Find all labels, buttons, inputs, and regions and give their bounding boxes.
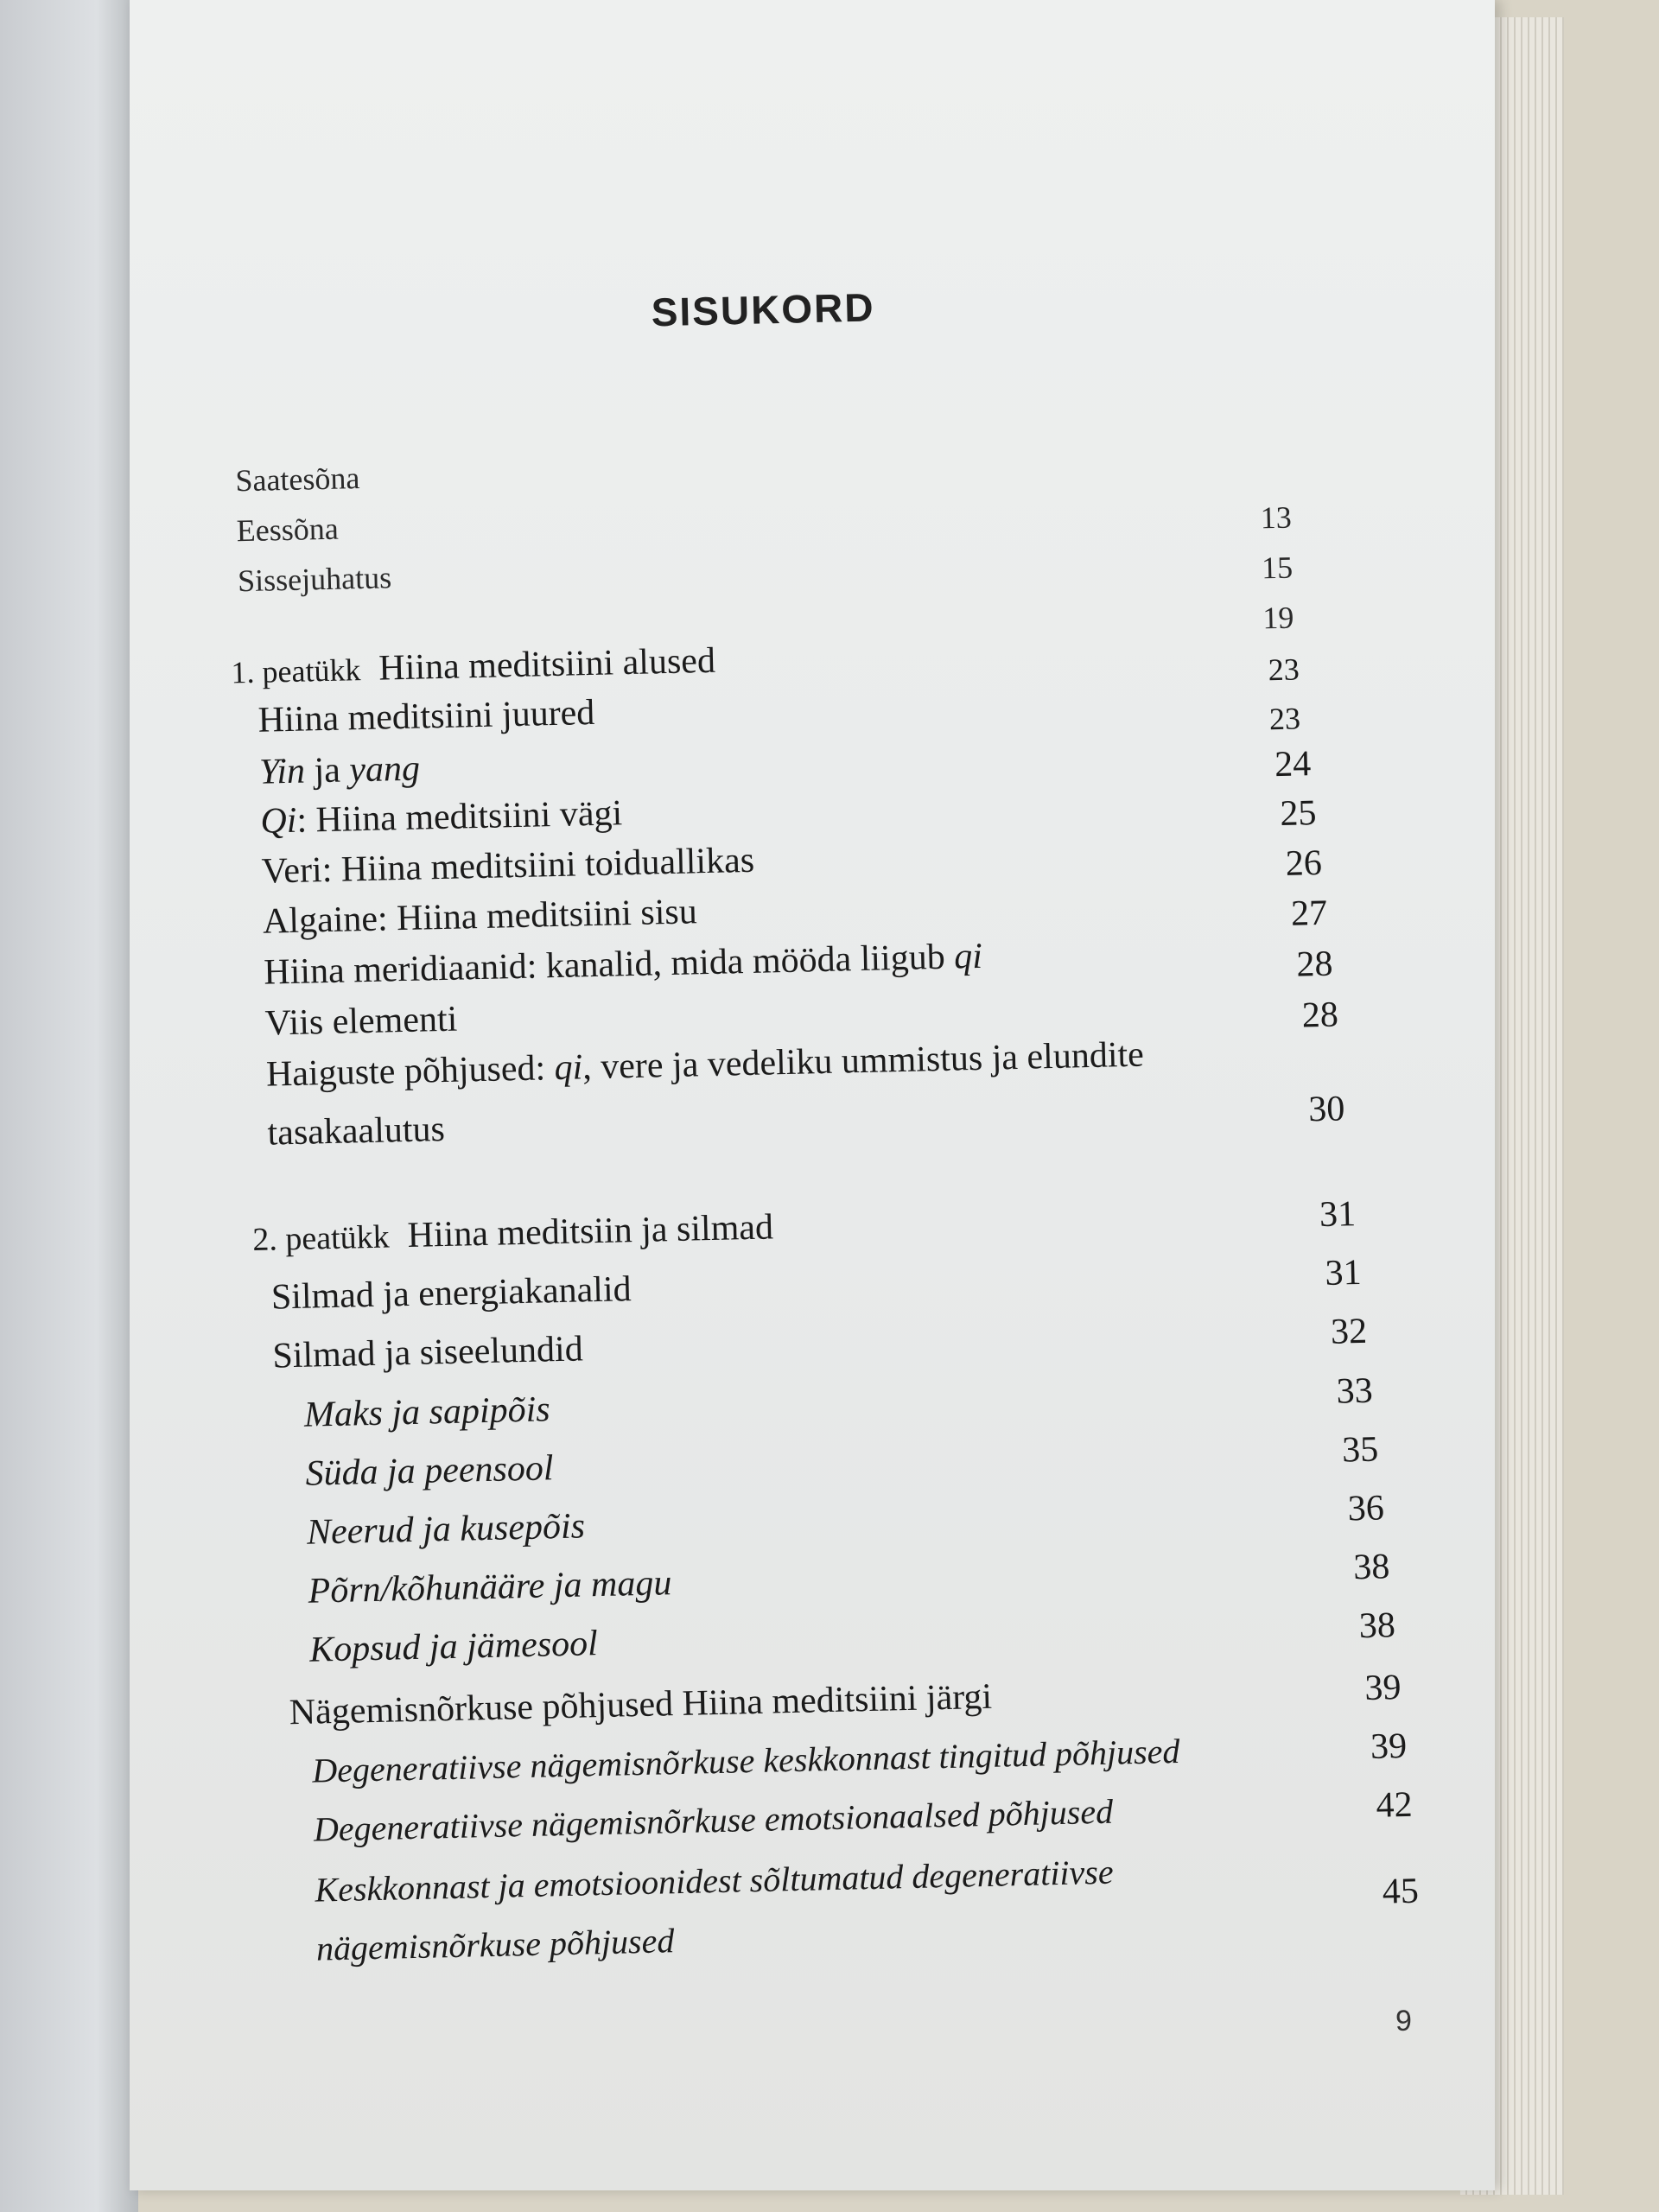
toc-entry-page: 36 xyxy=(1347,1488,1385,1529)
toc-entry-page: 31 xyxy=(1319,1194,1357,1236)
toc-entry-page: 38 xyxy=(1358,1605,1396,1647)
toc-entry-page: 24 xyxy=(1274,744,1312,785)
toc-entry-label-italic: yang xyxy=(348,748,421,791)
toc-entry-label: : Hiina meditsiini vägi xyxy=(296,793,623,841)
chapter-title: Hiina meditsiin ja silmad xyxy=(407,1207,774,1255)
toc-entry-label: Nägemisnõrkuse põhjused Hiina meditsiini järgi xyxy=(289,1676,993,1733)
toc-entry-label: Maks ja sapipõis xyxy=(303,1389,551,1435)
toc-entry-label: Keskkonnast ja emotsioonidest sõltumatud degeneratiivse xyxy=(314,1852,1115,1910)
toc-entry-page: 19 xyxy=(1262,600,1294,636)
toc-entry-page: 28 xyxy=(1301,995,1339,1036)
toc-entry xyxy=(172,1842,1540,1986)
toc-entry-label-italic: qi xyxy=(554,1047,583,1089)
toc-entry-page: 27 xyxy=(1290,893,1328,934)
toc-entry-label: Veri: Hiina meditsiini toiduallikas xyxy=(261,840,755,892)
toc-entry-page: 39 xyxy=(1370,1726,1408,1767)
toc-entry-label: Viis elementi xyxy=(264,999,458,1044)
toc-entry-page: 35 xyxy=(1341,1429,1379,1471)
toc-entry-label: Degeneratiivse nägemisnõrkuse emotsionaalsed põhjused xyxy=(313,1791,1114,1849)
toc-entry-label-continued: nägemisnõrkuse põhjused xyxy=(315,1921,675,1968)
toc-entry-page: 33 xyxy=(1336,1370,1374,1412)
chapter-number: 2. peatükk xyxy=(251,1218,391,1259)
toc-entry-page: 25 xyxy=(1279,793,1318,834)
toc-entry-label: Põrn/kõhunääre ja magu xyxy=(308,1563,672,1611)
toc-entry-page: 31 xyxy=(1325,1252,1363,1294)
toc-entry-label: Hiina meridiaanid: kanalid, mida mööda liigub xyxy=(263,937,955,993)
toc-entry-page: 23 xyxy=(1268,652,1300,688)
toc-entry-page: 38 xyxy=(1352,1547,1390,1588)
toc-entry-label-continued: tasakaalutus xyxy=(267,1109,446,1154)
toc-entry-label: Saatesõna xyxy=(234,461,360,499)
toc-entry-page: 30 xyxy=(1307,1089,1345,1130)
toc-entry-label: Neerud ja kusepõis xyxy=(306,1506,586,1553)
toc-entry-label: Degeneratiivse nägemisnõrkuse keskkonnast tingitud põhjused xyxy=(311,1731,1180,1790)
toc-entry-label-italic: qi xyxy=(953,936,983,977)
toc-entry-page: 13 xyxy=(1260,499,1293,536)
toc-entry-page: 23 xyxy=(1268,701,1301,737)
page-title: SISUKORD xyxy=(651,284,876,335)
toc-entry-label: Hiina meditsiini juured xyxy=(257,692,595,741)
toc-entry-label: Silmad ja energiakanalid xyxy=(270,1269,632,1318)
facing-page-edge xyxy=(0,0,138,2212)
toc-entry-label: Kopsud ja jämesool xyxy=(308,1624,599,1670)
toc-entry-label: Algaine: Hiina meditsiini sisu xyxy=(262,892,698,942)
toc-entry-page: 39 xyxy=(1363,1668,1402,1708)
toc-entry-label: Süda ja peensool xyxy=(305,1448,554,1494)
toc-entry-label: , vere ja vedeliku ummistus ja elundite xyxy=(582,1034,1145,1088)
chapter-title: Hiina meditsiini alused xyxy=(378,640,716,689)
toc-entry-label-italic: Qi xyxy=(259,800,297,842)
toc-entry-page: 32 xyxy=(1330,1311,1368,1352)
toc-entry-page: 28 xyxy=(1295,944,1333,985)
page-number: 9 xyxy=(1395,2005,1412,2037)
chapter-number: 1. peatükk xyxy=(231,652,361,690)
toc-entry-page: 42 xyxy=(1376,1784,1414,1826)
toc-entry-page: 26 xyxy=(1285,842,1323,884)
toc-entry-page: 15 xyxy=(1261,550,1294,586)
toc-entry-label: ja xyxy=(304,750,350,791)
toc-entry-label: Silmad ja siseelundid xyxy=(271,1329,584,1376)
book-page xyxy=(130,0,1495,2190)
toc-entry-label: Haiguste põhjused: xyxy=(265,1048,556,1095)
toc-entry-label: Sissejuhatus xyxy=(237,560,392,599)
toc-content xyxy=(130,0,1544,2205)
toc-entry-label-italic: Yin xyxy=(258,751,306,792)
toc-entry-label: Eessõna xyxy=(236,511,340,549)
toc-entry-page: 45 xyxy=(1382,1871,1420,1912)
